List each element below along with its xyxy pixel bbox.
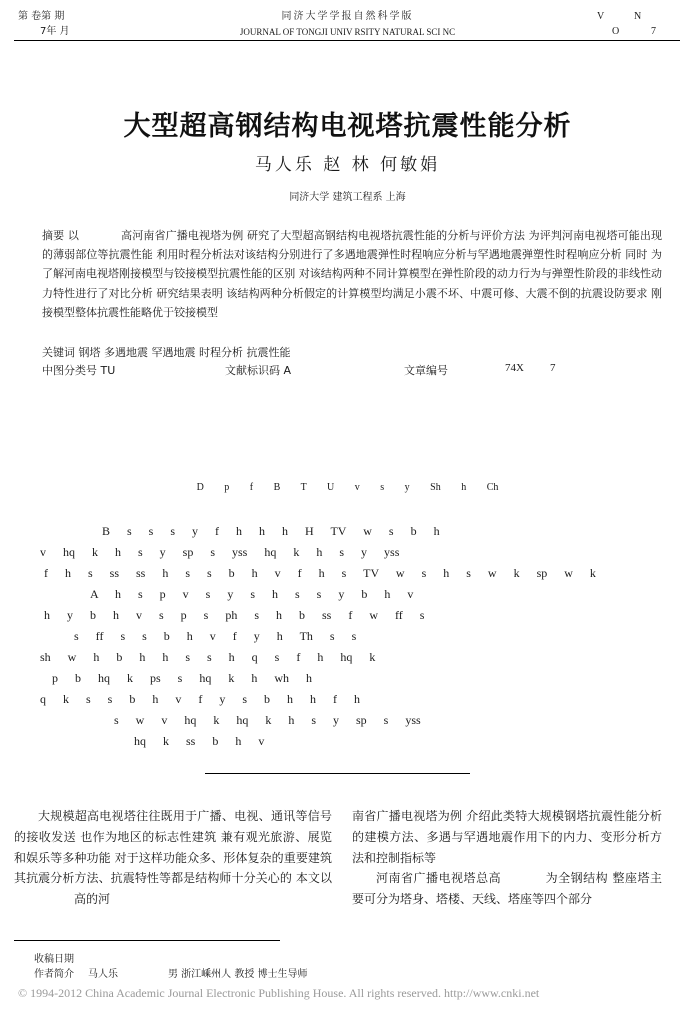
header-number-n: N bbox=[634, 11, 642, 22]
body-left-paragraph: 大规模超高电视塔往往既用于广播、电视、通讯等信号的接收发送 也作为地区的标志性建筑 兼有观光旅游、展览和娱乐等多种功能 对于这样功能众多、形体复杂的重要建筑 其抗震分析方法、抗震特性等都是结构师十分关心的 本文以 bbox=[14, 809, 332, 886]
body-right-paragraph-2a: 河南省广播电视塔总高 bbox=[376, 871, 502, 886]
journal-name-en: JOURNAL OF TONGJI UNIV RSITY NATURAL SCI NC bbox=[239, 27, 456, 37]
abstract-cn bbox=[42, 226, 662, 322]
abstract-separator-rule bbox=[205, 773, 470, 774]
copyright-notice: © 1994-2012 China Academic Journal Electronic Publishing House. All rights reserved. http://www.cnki.net bbox=[18, 986, 540, 1000]
abstract-en-line: s w v hq k hq k h s y sp s yss bbox=[114, 713, 421, 727]
body-left-tail: 高的河 bbox=[74, 892, 111, 907]
footnote-author-name: 马人乐 bbox=[88, 969, 118, 980]
header-o: O bbox=[612, 26, 620, 37]
body-column-left bbox=[14, 806, 332, 910]
footnote-received: 收稿日期 bbox=[34, 954, 74, 965]
abstract-cn-label: 摘要 以 bbox=[42, 229, 79, 242]
article-number-suffix: 7 bbox=[550, 362, 556, 374]
abstract-en-line: B s s s y f h h h H TV w s b h bbox=[102, 524, 440, 538]
article-number-value: 74X bbox=[505, 362, 524, 374]
header-rule bbox=[14, 40, 680, 41]
article-number-label: 文章编号 bbox=[404, 364, 448, 377]
header-7: 7 bbox=[651, 26, 656, 37]
footnote-author-label: 作者简介 bbox=[34, 969, 74, 980]
abstract-cn-text: 高河南省广播电视塔为例 研究了大型超高钢结构电视塔抗震性能的分析与评价方法 为评判河南电视塔可能出现的薄弱部位等抗震性能 利用时程分析法对该结构分别进行了多遇地震弹性时程响应分析与罕遇地震弹塑性时程响应分析 同时 为了解河南电视塔刚接模型与铰接模型抗震性能的区别 对该结构两种不同计算模型在弹性阶段的动力行为与弹塑性阶段的非线性动力特性进行了对比分析 研究结果表明 该结构两种分析假定的计算模型均满足小震不坏、中震可修、大震不倒的抗震设防要求 刚接模型整体抗震性能略优于铰接模型 bbox=[42, 229, 662, 319]
body-column-right bbox=[352, 806, 662, 910]
footnote-rule bbox=[14, 940, 280, 941]
abstract-en-line: sh w h b h h s s h q s f h hq k bbox=[40, 650, 376, 664]
journal-volume-issue: 第 卷第 期 bbox=[18, 11, 65, 22]
abstract-en-line: v hq k h s y sp s yss hq k h s y yss bbox=[40, 545, 400, 559]
english-title: D p f B T U v s y Sh h Ch bbox=[196, 482, 499, 493]
footnote-author-info: 男 浙江嵊州人 教授 博士生导师 bbox=[168, 969, 308, 980]
abstract-en-line: f h s ss ss h s s b h v f h s TV w s h s w k sp w k bbox=[44, 566, 596, 580]
document-code: 文献标识码 A bbox=[225, 364, 292, 377]
clc-number: 中图分类号 TU bbox=[42, 364, 116, 377]
body-right-paragraph-1: 南省广播电视塔为例 介绍此类特大规模钢塔抗震性能分析的建模方法、多遇与罕遇地震作用下的内力、变形分析方法和控制指标等 bbox=[352, 809, 662, 865]
abstract-en-line: p b hq k ps s hq k h wh h bbox=[52, 671, 313, 685]
paper-affiliation: 同济大学 建筑工程系 上海 bbox=[289, 192, 406, 203]
keywords: 关键词 钢塔 多遇地震 罕遇地震 时程分析 抗震性能 bbox=[42, 346, 291, 359]
abstract-en-line: h y b h v s p s ph s h b ss f w ff s bbox=[44, 608, 425, 622]
abstract-en-line: s ff s s b h v f y h Th s s bbox=[74, 629, 357, 643]
paper-title: 大型超高钢结构电视塔抗震性能分析 bbox=[123, 111, 572, 142]
journal-year-month: 7年 月 bbox=[40, 26, 70, 37]
journal-name-cn: 同济大学学报自然科学版 bbox=[281, 11, 414, 22]
abstract-en-line: q k s s b h v f y s b h h f h bbox=[40, 692, 361, 706]
abstract-en-line: A h s p v s y s h s s y b h v bbox=[90, 587, 414, 601]
header-volume-v: V bbox=[597, 11, 605, 22]
body-right-paragraph-2b: 为全钢结构 整座塔主要可分为塔身、塔楼、天线、塔座等四个部分 bbox=[352, 871, 662, 907]
abstract-en-line: hq k ss b h v bbox=[134, 734, 265, 748]
paper-authors: 马人乐 赵 林 何敏娟 bbox=[254, 155, 441, 175]
